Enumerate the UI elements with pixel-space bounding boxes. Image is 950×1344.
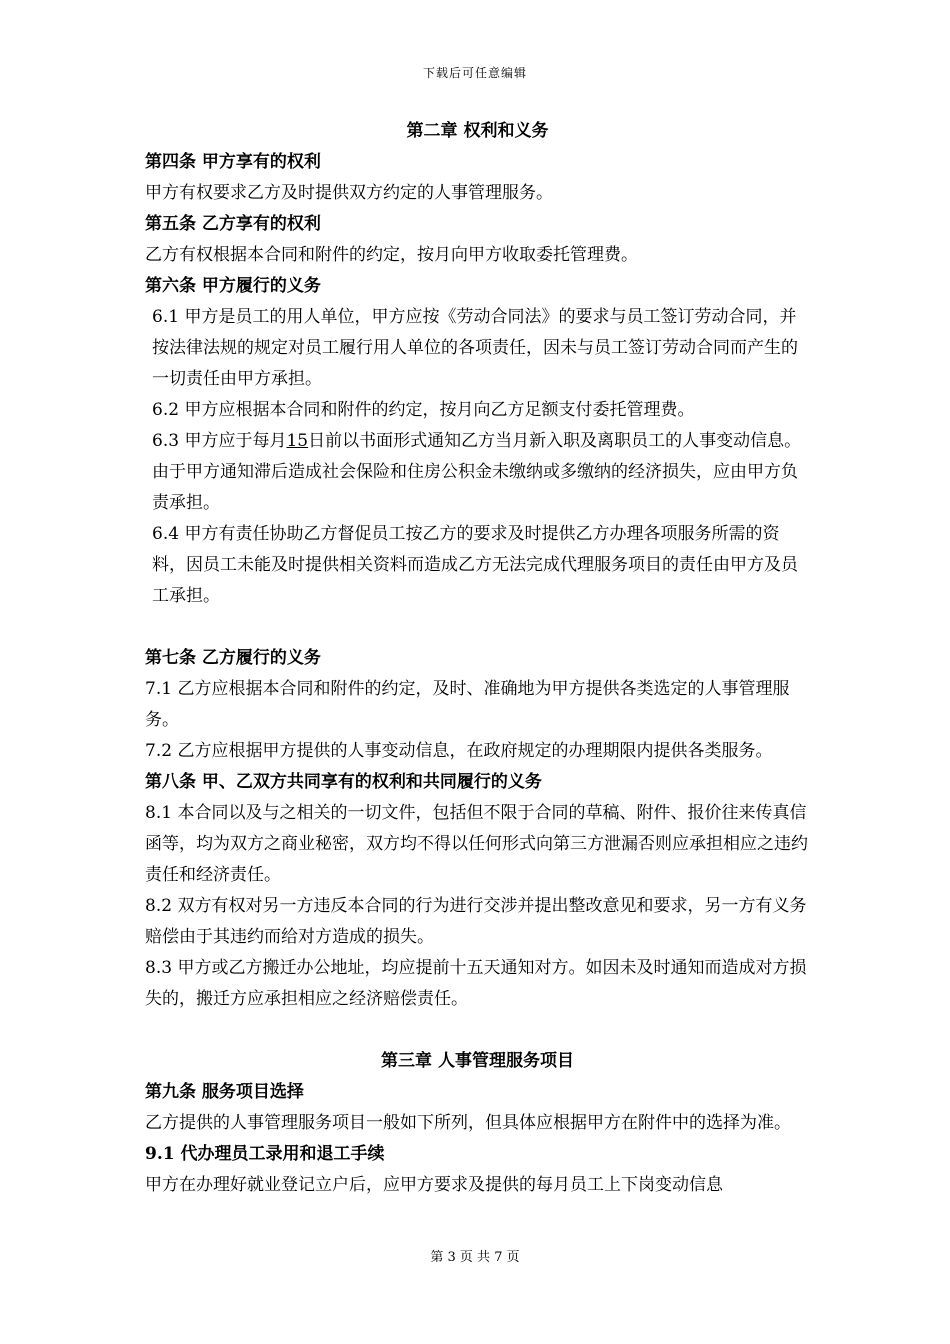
article-5-text: 乙方有权根据本合同和附件的约定，按月向甲方收取委托管理费。 <box>145 245 638 265</box>
article-9-text: 乙方提供的人事管理服务项目一般如下所列，但具体应根据甲方在附件中的选择为准。 <box>145 1113 791 1133</box>
article-6-title: 第六条 甲方履行的义务 <box>145 276 321 296</box>
spacer <box>145 612 810 643</box>
page-header: 下载后可任意编辑 <box>422 66 527 80</box>
page-footer: 第 3 页 共 7 页 <box>430 1250 520 1265</box>
chapter-3-title: 第三章 人事管理服务项目 <box>381 1051 574 1071</box>
article-7-1: 7.1 乙方应根据本合同和附件的约定，及时、准确地为甲方提供各类选定的人事管理服务。 <box>145 679 790 730</box>
article-6-1: 6.1 甲方是员工的用人单位，甲方应按《劳动合同法》的要求与员工签订劳动合同，并按法律法规的规定对员工履行用人单位的各项责任，因未与员工签订劳动合同而产生的一切责任由甲方承担。 <box>152 307 798 389</box>
article-6-3 <box>145 426 810 519</box>
spacer <box>145 1015 810 1046</box>
chapter-2-title: 第二章 权利和义务 <box>406 121 549 141</box>
article-4-title: 第四条 甲方享有的权利 <box>145 152 321 172</box>
article-4-text: 甲方有权要求乙方及时提供双方约定的人事管理服务。 <box>145 183 553 203</box>
article-7-title: 第七条 乙方履行的义务 <box>145 648 321 668</box>
article-9-1-title: 9.1 代办理员工录用和退工手续 <box>145 1144 385 1164</box>
document-body <box>145 116 810 1201</box>
article-9-1-text: 甲方在办理好就业登记立户后，应甲方要求及提供的每月员工上下岗变动信息 <box>145 1175 723 1195</box>
article-8-3: 8.3 甲方或乙方搬迁办公地址，均应提前十五天通知对方。如因未及时通知而造成对方损失的，搬迁方应承担相应之经济赔偿责任。 <box>145 958 807 1009</box>
article-6-3-day: 15 <box>286 431 309 451</box>
article-5-title: 第五条 乙方享有的权利 <box>145 214 321 234</box>
article-6-4: 6.4 甲方有责任协助乙方督促员工按乙方的要求及时提供乙方办理各项服务所需的资料，因员工未能及时提供相关资料而造成乙方无法完成代理服务项目的责任由甲方及员工承担。 <box>152 524 798 606</box>
article-8-title: 第八条 甲、乙双方共同享有的权利和共同履行的义务 <box>145 772 542 792</box>
article-6-3-before: 6.3 甲方应于每月 <box>152 431 287 451</box>
article-6-2: 6.2 甲方应根据本合同和附件的约定，按月向乙方足额支付委托管理费。 <box>152 400 695 420</box>
article-6-3-after: 日前以书面形式通知乙方当月新入职及离职员工的人事变动信息。由于甲方通知滞后造成社会保险和住房公积金未缴纳或多缴纳的经济损失，应由甲方负责承担。 <box>152 431 802 513</box>
article-7-2: 7.2 乙方应根据甲方提供的人事变动信息，在政府规定的办理期限内提供各类服务。 <box>145 741 773 761</box>
article-8-2: 8.2 双方有权对另一方违反本合同的行为进行交涉并提出整改意见和要求，另一方有义务赔偿由于其违约而给对方造成的损失。 <box>145 896 807 947</box>
article-8-1: 8.1 本合同以及与之相关的一切文件，包括但不限于合同的草稿、附件、报价往来传真信函等，均为双方之商业秘密，双方均不得以任何形式向第三方泄漏否则应承担相应之违约责任和经济责任。 <box>145 803 808 885</box>
article-9-title: 第九条 服务项目选择 <box>145 1082 304 1102</box>
